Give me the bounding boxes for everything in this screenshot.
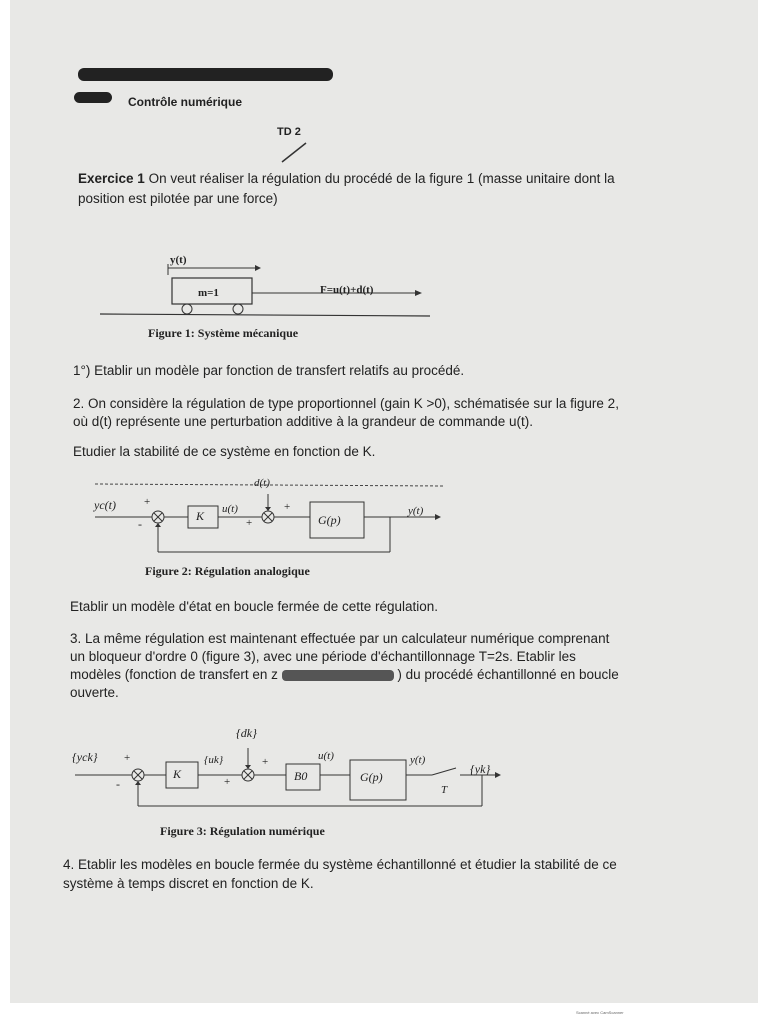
figure3-plant-label: G(p)	[360, 770, 383, 784]
exercise-intro-text: On veut réaliser la régulation du procédé de la figure 1 (masse unitaire dont la	[148, 171, 615, 186]
course-title: Contrôle numérique	[128, 95, 243, 109]
question3-line3	[70, 666, 619, 683]
question4-line1: 4. Etablir les modèles en boucle fermée du système échantillonné et étudier la stabilité de ce	[63, 857, 617, 872]
exercise-label: Exercice 1	[78, 171, 145, 186]
figure3-hold-label: B0	[294, 769, 308, 783]
figure3-gain-label: K	[173, 767, 182, 781]
wheel-left	[182, 304, 192, 314]
figure3-plus-ref: +	[124, 752, 131, 764]
figure1-diagram	[95, 250, 435, 320]
figure3-minus-feedback: -	[116, 777, 120, 791]
question3-line1: 3. La même régulation est maintenant effectuée par un calculateur numérique comprenant	[70, 631, 610, 646]
question2b: Etablir un modèle d'état en boucle fermée de cette régulation.	[70, 599, 439, 614]
question1: 1°) Etablir un modèle par fonction de transfert relatifs au procédé.	[73, 363, 465, 378]
exercise-intro-line2: position est pilotée par une force)	[78, 191, 278, 206]
question4-line2: système à temps discret en fonction de K.	[63, 876, 314, 891]
figure3-command-label: {uk}	[204, 754, 224, 766]
question3-line2: un bloqueur d'ordre 0 (figure 3), avec une période d'échantillonnage T=2s. Etablir les	[70, 649, 576, 664]
figure3-plus-disturbance: +	[262, 756, 269, 768]
figure2-plant-label: G(p)	[318, 513, 341, 527]
figure3-disturbance-label: {dk}	[236, 726, 257, 740]
figure2-gain-label: K	[196, 509, 205, 523]
exercise-intro-line1	[78, 170, 615, 187]
figure2-disturbance-label: d(t)	[254, 477, 270, 489]
figure3-caption: Figure 3: Régulation numérique	[160, 824, 325, 838]
figure2-minus-feedback: -	[138, 517, 142, 531]
figure3-u-label: u(t)	[318, 750, 334, 762]
figure2-plus-command: +	[246, 517, 253, 529]
figure1-caption: Figure 1: Système mécanique	[148, 326, 299, 340]
figure3-gain-block	[166, 762, 198, 788]
figure2-ref-label: yc(t)	[94, 498, 116, 512]
question3-line3-end: ) du procédé échantillonné en boucle	[397, 667, 619, 682]
td-label: TD 2	[277, 126, 301, 138]
figure3-plus-command: +	[224, 776, 231, 788]
redacted-text	[282, 670, 394, 681]
question2-line1: 2. On considère la régulation de type proportionnel (gain K >0), schématisée sur la figure 2,	[73, 396, 619, 411]
figure2-command-label: u(t)	[222, 503, 238, 515]
figure1-force-label: F=u(t)+d(t)	[320, 284, 374, 296]
scanner-note: Scanné avec CamScanner	[576, 1010, 624, 1015]
figure2-plus-ref: +	[144, 496, 151, 508]
redacted-name-bar	[78, 68, 333, 81]
figure3-output-label: {yk}	[470, 762, 491, 776]
figure1-ground	[100, 314, 430, 316]
figure2-caption: Figure 2: Régulation analogique	[145, 564, 310, 578]
question3-line3-start: modèles (fonction de transfert en z	[70, 667, 278, 682]
figure2-output-label: y(t)	[408, 505, 424, 517]
question2-line2: où d(t) représente une perturbation additive à la grandeur de commande u(t).	[73, 414, 534, 429]
pen-stroke	[280, 140, 310, 165]
figure1-pos-label: y(t)	[170, 254, 187, 266]
figure3-y-label: y(t)	[410, 754, 426, 766]
redacted-mark	[74, 92, 112, 103]
wheel-right	[233, 304, 243, 314]
figure3-sampler-label: T	[441, 784, 448, 796]
question2-line3: Etudier la stabilité de ce système en fonction de K.	[73, 444, 376, 459]
figure2-plus-disturbance: +	[284, 501, 291, 513]
figure3-ref-label: {yck}	[72, 750, 98, 764]
figure3-sampler-switch	[432, 768, 456, 775]
figure3-diagram	[70, 720, 510, 820]
question3-line4: ouverte.	[70, 685, 119, 700]
figure1-mass-label: m=1	[198, 287, 219, 299]
